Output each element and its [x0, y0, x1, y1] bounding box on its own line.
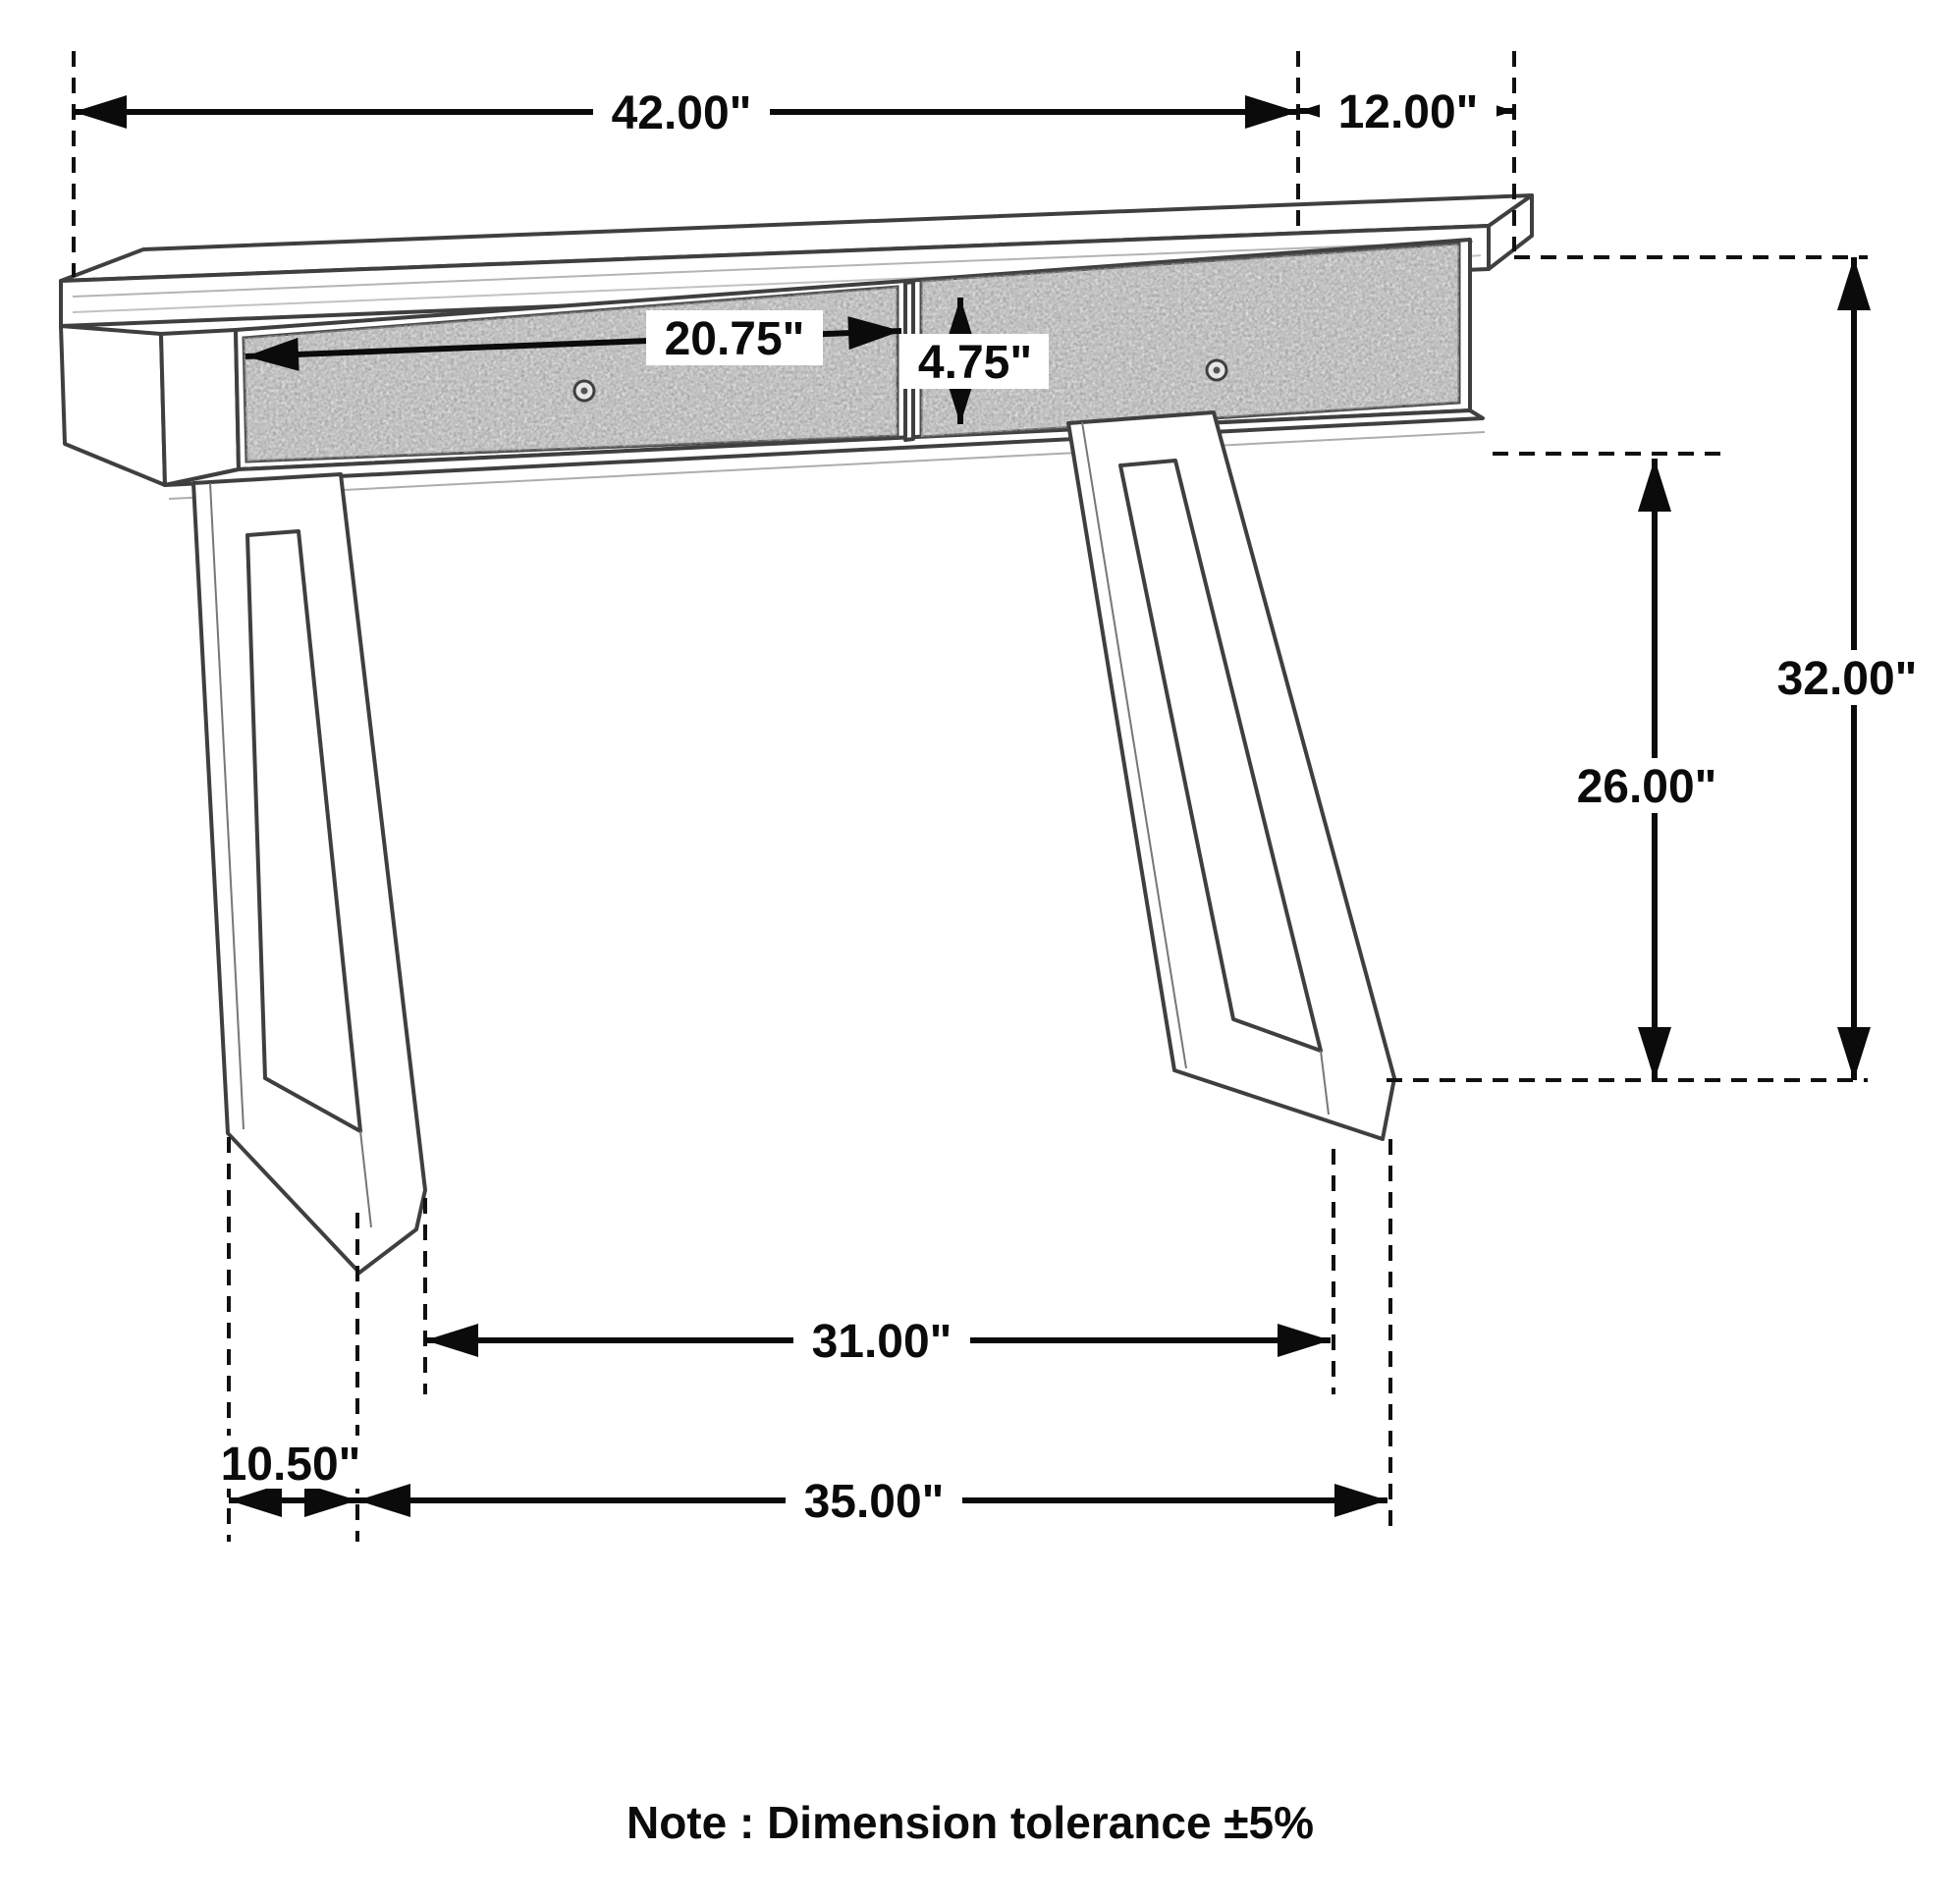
case-left-end-panel — [61, 326, 165, 485]
dimension-label-base-width: 35.00" — [803, 1476, 945, 1528]
dimension-label-top-depth: 12.00" — [1337, 86, 1479, 138]
table-leg-right — [1068, 412, 1394, 1139]
table-leg-left — [193, 474, 425, 1273]
dimension-label-overall-width: 42.00" — [611, 87, 752, 139]
dimension-label-drawer-height: 4.75" — [917, 337, 1033, 389]
dimension-label-clearance-height: 26.00" — [1576, 761, 1717, 813]
case-left-stile — [161, 330, 239, 485]
dimension-label-inner-leg-span: 31.00" — [811, 1316, 952, 1368]
dimension-label-drawer-width: 20.75" — [664, 313, 805, 365]
dimension-label-leg-base-depth: 10.50" — [220, 1439, 361, 1491]
dimension-label-overall-height: 32.00" — [1776, 653, 1918, 705]
leg-right-frame — [1068, 412, 1394, 1139]
leg-left-frame — [193, 474, 425, 1273]
tolerance-note: Note : Dimension tolerance ±5% — [626, 1797, 1315, 1848]
drawer-knob-center — [581, 388, 588, 395]
drawer-knob-center — [1214, 367, 1221, 374]
